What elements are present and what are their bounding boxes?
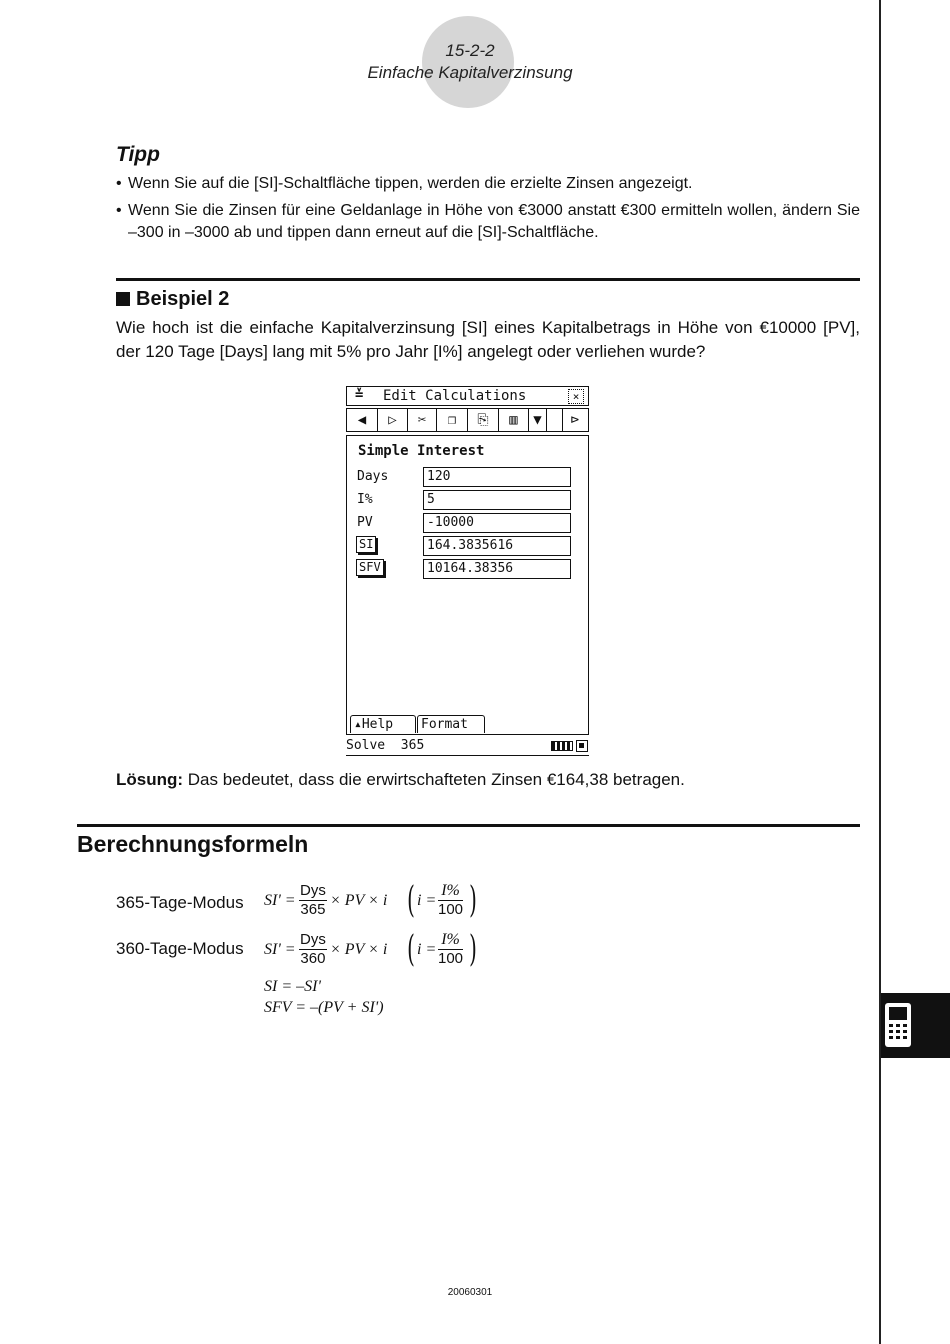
fraction-ipct-100: $\frac{I\%}{100}$ <box>438 882 464 918</box>
right-arrow-icon[interactable]: ⊳ <box>570 412 580 428</box>
paren-open: ( <box>407 929 415 970</box>
dropdown-icon[interactable]: ▼ <box>529 409 547 431</box>
sfv-formula: SFV = –(PV + SI') <box>264 999 384 1016</box>
times-pv-i: × PV × i <box>330 941 388 958</box>
section-title: Einfache Kapitalverzinsung <box>367 63 573 82</box>
cut-icon[interactable]: ✂ <box>408 409 437 431</box>
calc-main-area <box>346 435 589 735</box>
i-eq: i = <box>417 941 437 958</box>
si-button[interactable]: SI <box>356 536 376 553</box>
status-text[interactable]: Solve 365 <box>346 738 425 753</box>
si-prime-label: SI' = <box>264 941 296 958</box>
days-field[interactable]: 120 <box>423 467 571 487</box>
beispiel-text: Wie hoch ist die einfache Kapitalverzinsung [SI] eines Kapitalbetrags in Höhe von €10000 [PV], der 120 Tage [Days] lang mit 5% pro Jahr [I%] angelegt oder verliehen wurde? <box>116 318 860 361</box>
i-eq: i = <box>417 892 437 909</box>
si-field[interactable]: 164.3835616 <box>423 536 571 556</box>
format-tab[interactable]: Format <box>417 715 485 733</box>
tipp-bullet-text: Wenn Sie auf die [SI]-Schaltfläche tippen, werden die erzielte Zinsen angezeigt. <box>128 175 693 192</box>
window-icon[interactable] <box>576 740 588 752</box>
table-icon[interactable]: ▥ <box>499 409 529 431</box>
paste-icon[interactable]: ⎘ <box>468 409 499 431</box>
i-percent-label: I% <box>357 492 373 507</box>
page-number: 15-2-2 <box>445 41 495 60</box>
copy-icon[interactable]: ❐ <box>437 409 468 431</box>
menu-bar[interactable] <box>346 386 589 406</box>
menu-title[interactable]: Edit Calculations <box>383 388 527 404</box>
calculator-screen <box>345 385 591 758</box>
si-prime-label: SI' = <box>264 892 296 909</box>
fraction-dys-365: Dys 365 <box>300 882 326 918</box>
i-percent-field[interactable]: 5 <box>423 490 571 510</box>
mode-365-label: 365-Tage-Modus <box>116 893 244 912</box>
battery-icon <box>551 741 573 751</box>
si-formula: SI = –SI' <box>264 978 321 995</box>
beispiel-title: Beispiel 2 <box>116 288 229 311</box>
sfv-field[interactable]: 10164.38356 <box>423 559 571 579</box>
help-tab[interactable]: ▴Help <box>350 715 416 733</box>
side-tab <box>881 993 950 1058</box>
left-arrow-icon[interactable]: ◀ <box>347 409 378 431</box>
pv-label: PV <box>357 515 373 530</box>
mode-360-label: 360-Tage-Modus <box>116 939 244 958</box>
tipp-title: Tipp <box>116 143 160 166</box>
paren-close: ) <box>469 929 477 970</box>
section-divider <box>77 824 860 827</box>
header-circle <box>422 16 514 108</box>
close-icon[interactable]: × <box>568 389 584 404</box>
fraction-ipct-100: $\frac{I\%}{100}$ <box>438 931 464 967</box>
calc-heading: Simple Interest <box>358 443 485 459</box>
paren-open: ( <box>407 880 415 921</box>
tipp-bullet-1: • Wenn Sie auf die [SI]-Schaltfläche tippen, werden die erzielte Zinsen angezeigt. <box>116 173 860 195</box>
formeln-title: Berechnungsformeln <box>77 831 309 857</box>
tipp-bullet-2: • Wenn Sie die Zinsen für eine Geldanlage in Höhe von €3000 anstatt €300 ermitteln wollen, ändern Sie –300 in –3000 ab und tippen dann erneut auf die [SI]-Schaltfläche. <box>116 200 860 244</box>
sfv-button[interactable]: SFV <box>356 559 384 576</box>
loesung-label: Lösung: <box>116 770 184 789</box>
calculator-icon <box>881 993 950 1058</box>
toolbar <box>346 408 589 432</box>
days-label: Days <box>357 469 389 484</box>
section-divider <box>116 278 860 281</box>
times-pv-i: × PV × i <box>330 892 388 909</box>
play-icon[interactable]: ▷ <box>378 409 408 431</box>
paren-close: ) <box>469 880 477 921</box>
status-bar <box>346 737 589 756</box>
loesung <box>116 770 860 790</box>
menu-chevron-icon[interactable]: ≚ <box>355 387 364 403</box>
footer-date-code: 20060301 <box>447 1287 493 1298</box>
tipp-bullet-text: Wenn Sie die Zinsen für eine Geldanlage in Höhe von €3000 anstatt €300 ermitteln wollen, ändern Sie –300 in –3000 ab und tippen dann erneut auf die [SI]-Schaltfläche. <box>128 202 860 241</box>
pv-field[interactable]: -10000 <box>423 513 571 533</box>
loesung-text: Das bedeutet, dass die erwirtschafteten Zinsen €164,38 betragen. <box>183 770 685 789</box>
square-bullet-icon <box>116 292 130 306</box>
fraction-dys-360: Dys 360 <box>300 931 326 967</box>
margin-rule <box>879 0 881 1344</box>
spacer <box>547 409 563 431</box>
